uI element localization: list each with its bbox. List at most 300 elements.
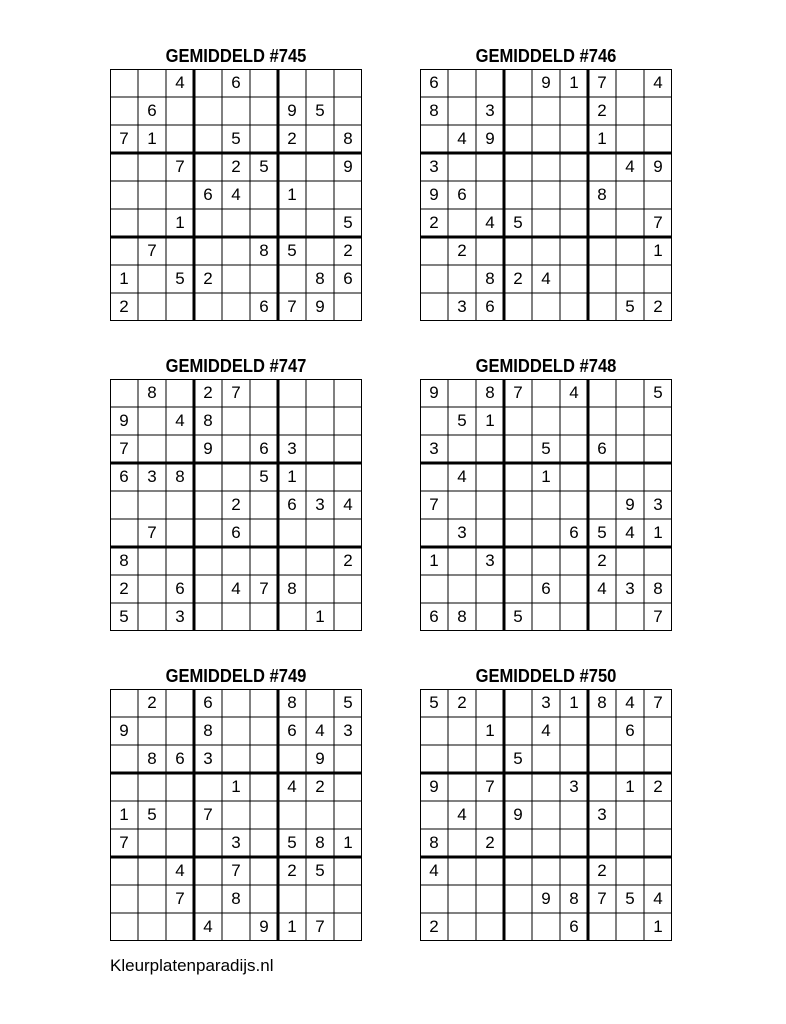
sudoku-cell: 8 [259,241,269,260]
sudoku-cell: 1 [287,917,297,936]
sudoku-cell [504,125,532,153]
sudoku-cell [110,209,138,237]
sudoku-cell [560,97,588,125]
sudoku-cell [306,379,334,407]
sudoku-cell: 8 [203,721,213,740]
sudoku-cell [644,801,672,829]
sudoku-cell [250,407,278,435]
sudoku-cell: 4 [597,579,607,598]
sudoku-cell [644,181,672,209]
sudoku-cell [420,885,448,913]
sudoku-cell [194,857,222,885]
sudoku-cell: 1 [231,777,241,796]
sudoku-cell [334,435,362,463]
sudoku-cell: 6 [147,101,157,120]
sudoku-cell [476,237,504,265]
sudoku-cell [194,829,222,857]
sudoku-cell: 2 [119,579,129,598]
sudoku-cell [504,153,532,181]
sudoku-cell [644,97,672,125]
sudoku-cell: 2 [119,297,129,316]
sudoku-cell: 8 [203,411,213,430]
sudoku-cell: 7 [287,297,297,316]
sudoku-cell: 3 [287,439,297,458]
sudoku-cell: 2 [287,129,297,148]
sudoku-cell: 1 [119,805,129,824]
sudoku-cell: 4 [175,861,185,880]
sudoku-cell [278,379,306,407]
sudoku-cell: 7 [175,157,185,176]
sudoku-cell [138,153,166,181]
sudoku-cell [532,181,560,209]
sudoku-cell [306,575,334,603]
sudoku-cell: 6 [287,495,297,514]
sudoku-cell [306,547,334,575]
sudoku-cell: 3 [457,297,467,316]
sudoku-cell: 4 [231,579,241,598]
sudoku-cell: 4 [287,777,297,796]
sudoku-cell [278,885,306,913]
sudoku-cell [222,463,250,491]
sudoku-cell [306,125,334,153]
sudoku-cell [476,913,504,941]
sudoku-cell [278,745,306,773]
sudoku-cell: 4 [315,721,325,740]
sudoku-cell [250,745,278,773]
sudoku-cell: 1 [485,411,495,430]
sudoku-cell: 2 [231,495,241,514]
sudoku-cell [278,153,306,181]
sudoku-cell [334,885,362,913]
sudoku-cell [278,547,306,575]
sudoku-cell [504,689,532,717]
sudoku-cell [306,519,334,547]
sudoku-cell [138,547,166,575]
sudoku-cell [194,463,222,491]
sudoku-cell [644,857,672,885]
sudoku-cell [222,689,250,717]
sudoku-cell: 2 [429,213,439,232]
sudoku-cell [616,237,644,265]
sudoku-cell: 9 [541,889,551,908]
sudoku-cell: 7 [203,805,213,824]
sudoku-cell [166,293,194,321]
sudoku-cell: 2 [597,861,607,880]
sudoku-cell [166,125,194,153]
sudoku-cell [644,435,672,463]
sudoku-cell: 7 [597,889,607,908]
sudoku-cell: 7 [119,833,129,852]
sudoku-grid [420,689,672,941]
sudoku-cell: 8 [315,833,325,852]
sudoku-cell [504,293,532,321]
sudoku-cell: 3 [597,805,607,824]
sudoku-cell: 6 [203,693,213,712]
sudoku-cell [250,547,278,575]
sudoku-cell [306,407,334,435]
sudoku-cell: 1 [287,185,297,204]
sudoku-cell [306,181,334,209]
sudoku-cell [278,519,306,547]
sudoku-cell [532,603,560,631]
puzzle-746 [420,43,672,321]
sudoku-cell [532,491,560,519]
sudoku-cell [420,745,448,773]
sudoku-cell: 8 [485,383,495,402]
sudoku-cell [420,519,448,547]
sudoku-cell: 7 [315,917,325,936]
sudoku-cell: 7 [485,777,495,796]
sudoku-cell: 6 [231,73,241,92]
sudoku-cell: 2 [513,269,523,288]
sudoku-cell [588,491,616,519]
sudoku-cell [334,69,362,97]
sudoku-cell [504,575,532,603]
sudoku-cell: 1 [343,833,353,852]
sudoku-cell: 2 [457,693,467,712]
sudoku-cell [588,265,616,293]
sudoku-cell [138,885,166,913]
sudoku-cell [560,603,588,631]
sudoku-cell [448,885,476,913]
sudoku-cell [616,913,644,941]
sudoku-cell [448,265,476,293]
sudoku-cell: 6 [485,297,495,316]
sudoku-cell: 8 [597,185,607,204]
sudoku-cell: 9 [429,777,439,796]
sudoku-cell [588,209,616,237]
sudoku-grid [110,379,362,631]
sudoku-cell: 4 [175,73,185,92]
sudoku-cell [616,547,644,575]
sudoku-cell [476,69,504,97]
sudoku-cell: 4 [175,411,185,430]
sudoku-cell [138,575,166,603]
sudoku-cell: 1 [287,467,297,486]
sudoku-cell [616,857,644,885]
sudoku-cell [222,435,250,463]
sudoku-cell [532,153,560,181]
puzzle-title: GEMIDDELD #747 [165,356,307,376]
sudoku-cell [504,717,532,745]
sudoku-cell [448,379,476,407]
sudoku-cell [334,773,362,801]
sudoku-cell: 5 [429,693,439,712]
sudoku-cell [588,717,616,745]
sudoku-cell: 9 [485,129,495,148]
sudoku-cell [334,379,362,407]
website-credit: Kleurplatenparadijs.nl [110,956,274,975]
sudoku-cell [560,717,588,745]
sudoku-cell [250,773,278,801]
sudoku-cell: 8 [287,579,297,598]
sudoku-cell [644,745,672,773]
sudoku-cell [560,801,588,829]
sudoku-cell [616,379,644,407]
sudoku-cell [250,885,278,913]
sudoku-cell [110,885,138,913]
sudoku-cell: 6 [569,523,579,542]
sudoku-cell [588,745,616,773]
sudoku-cell [250,379,278,407]
sudoku-cell [448,97,476,125]
sudoku-cell: 3 [175,607,185,626]
sudoku-cell: 2 [343,241,353,260]
sudoku-cell [138,857,166,885]
sudoku-cell [250,801,278,829]
sudoku-cell [532,801,560,829]
sudoku-cell [532,829,560,857]
sudoku-cell: 2 [653,297,663,316]
puzzle-title: GEMIDDELD #748 [475,356,617,376]
sudoku-cell [420,237,448,265]
sudoku-cell [644,125,672,153]
sudoku-cell [532,209,560,237]
sudoku-cell [110,379,138,407]
sudoku-cell [420,801,448,829]
sudoku-cell [166,689,194,717]
sudoku-cell: 5 [597,523,607,542]
sudoku-cell: 1 [569,693,579,712]
sudoku-cell [306,69,334,97]
sudoku-cell [222,547,250,575]
sudoku-cell [644,407,672,435]
sudoku-cell: 2 [597,551,607,570]
sudoku-cell: 4 [203,917,213,936]
sudoku-cell: 7 [653,693,663,712]
sudoku-cell [476,181,504,209]
sudoku-cell: 7 [231,383,241,402]
sudoku-cell: 1 [315,607,325,626]
sudoku-cell: 6 [541,579,551,598]
sudoku-cell [278,265,306,293]
sudoku-cell: 5 [625,297,635,316]
sudoku-cell: 4 [457,805,467,824]
sudoku-cell [448,491,476,519]
sudoku-cell: 2 [231,157,241,176]
sudoku-cell [110,519,138,547]
sudoku-cell [616,435,644,463]
sudoku-cell [222,745,250,773]
sudoku-cell: 8 [485,269,495,288]
sudoku-cell [194,125,222,153]
sudoku-cell [532,97,560,125]
sudoku-cell [194,69,222,97]
sudoku-cell [194,491,222,519]
sudoku-cell [138,829,166,857]
sudoku-cell [560,435,588,463]
sudoku-cell: 8 [175,467,185,486]
sudoku-cell [504,885,532,913]
sudoku-cell: 1 [175,213,185,232]
sudoku-cell: 4 [429,861,439,880]
sudoku-cell: 9 [315,297,325,316]
sudoku-cell [306,463,334,491]
sudoku-cell [532,547,560,575]
sudoku-cell: 4 [541,721,551,740]
sudoku-cell [222,237,250,265]
sudoku-cell: 3 [569,777,579,796]
sudoku-cell [448,717,476,745]
sudoku-cell [166,379,194,407]
sudoku-cell [138,773,166,801]
sudoku-grid [110,69,362,321]
sudoku-cell [588,293,616,321]
sudoku-cell: 3 [457,523,467,542]
sudoku-cell [476,603,504,631]
sudoku-cell: 9 [203,439,213,458]
sudoku-cell [138,209,166,237]
sudoku-cell [222,265,250,293]
sudoku-cell [616,209,644,237]
sudoku-cell [504,237,532,265]
sudoku-cell [166,913,194,941]
sudoku-cell [532,745,560,773]
sudoku-cell [560,575,588,603]
sudoku-cell [110,689,138,717]
sudoku-cell [448,69,476,97]
sudoku-cell [138,407,166,435]
sudoku-cell: 9 [513,805,523,824]
sudoku-cell: 5 [231,129,241,148]
sudoku-cell: 9 [119,721,129,740]
sudoku-cell [166,97,194,125]
sudoku-cell: 5 [259,157,269,176]
sudoku-cell [166,717,194,745]
sudoku-cell [532,857,560,885]
sudoku-cell [588,773,616,801]
sudoku-cell [560,547,588,575]
sudoku-cell: 8 [653,579,663,598]
sudoku-cell [334,519,362,547]
sudoku-cell [250,519,278,547]
sudoku-cell [110,773,138,801]
sudoku-cell [334,801,362,829]
sudoku-cell [110,97,138,125]
sudoku-cell: 4 [569,383,579,402]
sudoku-cell [138,435,166,463]
sudoku-cell [532,293,560,321]
sudoku-cell: 3 [147,467,157,486]
sudoku-cell [420,293,448,321]
sudoku-cell: 8 [429,833,439,852]
sudoku-cell: 5 [653,383,663,402]
sudoku-cell [420,717,448,745]
sudoku-cell: 7 [513,383,523,402]
sudoku-cell [616,829,644,857]
sudoku-cell: 1 [119,269,129,288]
sudoku-cell [110,69,138,97]
sudoku-cell [306,801,334,829]
sudoku-cell: 3 [429,157,439,176]
sudoku-cell [250,603,278,631]
sudoku-cell [222,293,250,321]
sudoku-cell: 1 [485,721,495,740]
sudoku-cell [194,153,222,181]
sudoku-cell: 4 [625,157,635,176]
sudoku-cell: 7 [147,523,157,542]
sudoku-cell [476,689,504,717]
sudoku-cell: 2 [343,551,353,570]
sudoku-cell: 7 [119,439,129,458]
sudoku-cell: 1 [569,73,579,92]
sudoku-cell: 5 [147,805,157,824]
sudoku-cell [476,491,504,519]
sudoku-cell: 5 [287,833,297,852]
sudoku-cell: 9 [429,185,439,204]
sudoku-cell [616,463,644,491]
sudoku-cell [166,181,194,209]
sudoku-cell: 8 [343,129,353,148]
sudoku-cell: 3 [203,749,213,768]
sudoku-cell: 5 [119,607,129,626]
sudoku-cell [334,575,362,603]
sudoku-cell [250,717,278,745]
sudoku-cell: 3 [485,551,495,570]
sudoku-cell [532,407,560,435]
sudoku-cell [448,773,476,801]
puzzle-title: GEMIDDELD #746 [475,46,617,66]
sudoku-cell [644,265,672,293]
sudoku-cell: 4 [653,889,663,908]
puzzle-748 [420,353,672,631]
sudoku-cell [250,181,278,209]
sudoku-cell [306,689,334,717]
sudoku-cell [504,913,532,941]
sudoku-cell: 1 [653,523,663,542]
sudoku-cell [250,125,278,153]
sudoku-cell [560,181,588,209]
sudoku-cell: 3 [625,579,635,598]
sudoku-cell [194,575,222,603]
sudoku-cell [194,237,222,265]
sudoku-cell [138,293,166,321]
sudoku-cell [334,181,362,209]
sudoku-cell: 3 [343,721,353,740]
sudoku-cell [560,491,588,519]
puzzle-title: GEMIDDELD #745 [165,46,307,66]
sudoku-cell: 3 [485,101,495,120]
sudoku-cell [110,491,138,519]
sudoku-cell [194,97,222,125]
sudoku-cell: 5 [625,889,635,908]
sudoku-cell: 7 [429,495,439,514]
sudoku-cell [278,801,306,829]
sudoku-cell: 3 [653,495,663,514]
sudoku-cell: 2 [429,917,439,936]
sudoku-cell [588,379,616,407]
sudoku-cell: 6 [429,73,439,92]
sudoku-cell [448,913,476,941]
sudoku-cell [306,885,334,913]
sudoku-cell [194,773,222,801]
sudoku-cell [616,181,644,209]
sudoku-cell [560,857,588,885]
sudoku-cell: 8 [569,889,579,908]
sudoku-cell [476,745,504,773]
sudoku-cell [476,435,504,463]
sudoku-cell [222,801,250,829]
sudoku-cell [588,913,616,941]
sudoku-cell: 2 [203,383,213,402]
sudoku-cell: 6 [203,185,213,204]
sudoku-cell [616,801,644,829]
sudoku-cell [420,125,448,153]
sudoku-cell [532,773,560,801]
sudoku-cell [334,745,362,773]
sudoku-cell [644,717,672,745]
sudoku-cell [194,519,222,547]
